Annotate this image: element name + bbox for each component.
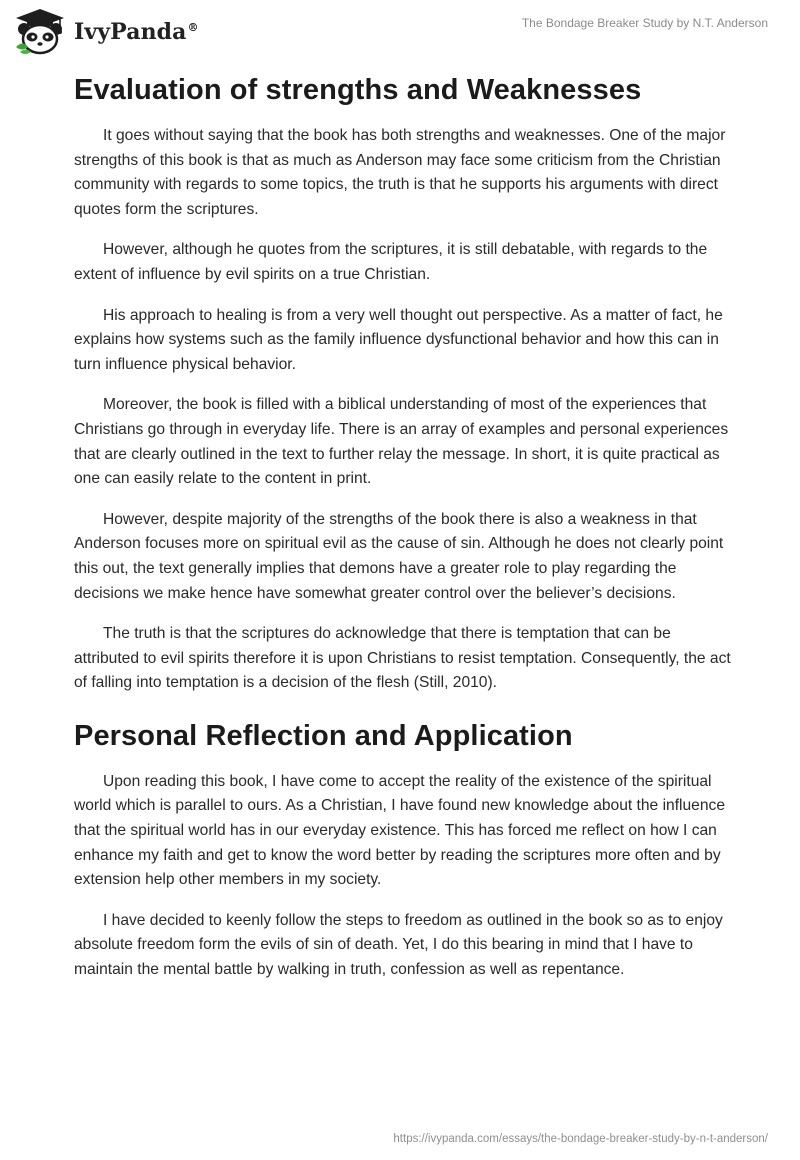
paragraph: It goes without saying that the book has both strengths and weaknesses. One of the major strengths of this book is that as much as Anderson may face some criticism from the Christian community with regards to some topics, the truth is that he supports his arguments with direct quotes form the scriptures. (74, 127, 726, 218)
logo-wordmark (74, 19, 199, 45)
section-heading-reflection: Personal Reflection and Application (74, 719, 573, 752)
paragraph: However, although he quotes from the scriptures, it is still debatable, with regards to the extent of influence by evil spirits on a true Christian. (74, 241, 708, 283)
page-header (0, 0, 800, 60)
paragraph: Upon reading this book, I have come to accept the reality of the existence of the spiritual world which is parallel to ours. As a Christian, I have found new knowledge about the influence that the spiritual world has in our everyday existence. This has forced me reflect on how I can enhance my faith and get to know the word better by reading the scriptures more often and by extension help other members in my society. (74, 772, 725, 889)
paragraph: The truth is that the scriptures do acknowledge that there is temptation that can be attributed to evil spirits therefore it is upon Christians to resist temptation. Consequently, the act of falling into temptation is a decision of the flesh (Still, 2010). (74, 625, 731, 692)
document-title: The Bondage Breaker Study by N.T. Anderson (521, 16, 768, 30)
essay-body (74, 72, 734, 999)
paragraph: Moreover, the book is filled with a biblical understanding of most of the experiences that Christians go through in everyday life. There is an array of examples and personal experiences that are clearly outlined in the text to further relay the message. In short, it is quite practical as one can easily relate to the content in print. (74, 396, 729, 488)
paragraph: His approach to healing is from a very well thought out perspective. As a matter of fact, he explains how systems such as the family influence dysfunctional behavior and how this can in turn influence physical behavior. (74, 306, 723, 373)
paragraph: I have decided to keenly follow the steps to freedom as outlined in the book so as to enjoy absolute freedom form the evils of sin of death. Yet, I do this bearing in mind that I have to maintain the mental battle by walking in truth, confession as well as repentance. (74, 911, 723, 979)
ivypanda-logo[interactable] (12, 6, 199, 56)
paragraph: However, despite majority of the strengths of the book there is also a weakness in that Anderson focuses more on spiritual evil as the cause of sin. Although he does not clearly point this out, the text generally implies that demons have a greater role to play regarding the decisions we make hence have somewhat greater control over the believer’s decisions. (74, 510, 724, 602)
section-heading-evaluation: Evaluation of strengths and Weaknesses (74, 74, 642, 106)
panda-graduate-icon (12, 7, 68, 55)
logo-brand: IvyPanda (74, 19, 187, 45)
source-url[interactable]: https://ivypanda.com/essays/the-bondage-breaker-study-by-n-t-anderson/ (393, 1133, 768, 1145)
logo-registered-mark: ® (187, 20, 199, 34)
